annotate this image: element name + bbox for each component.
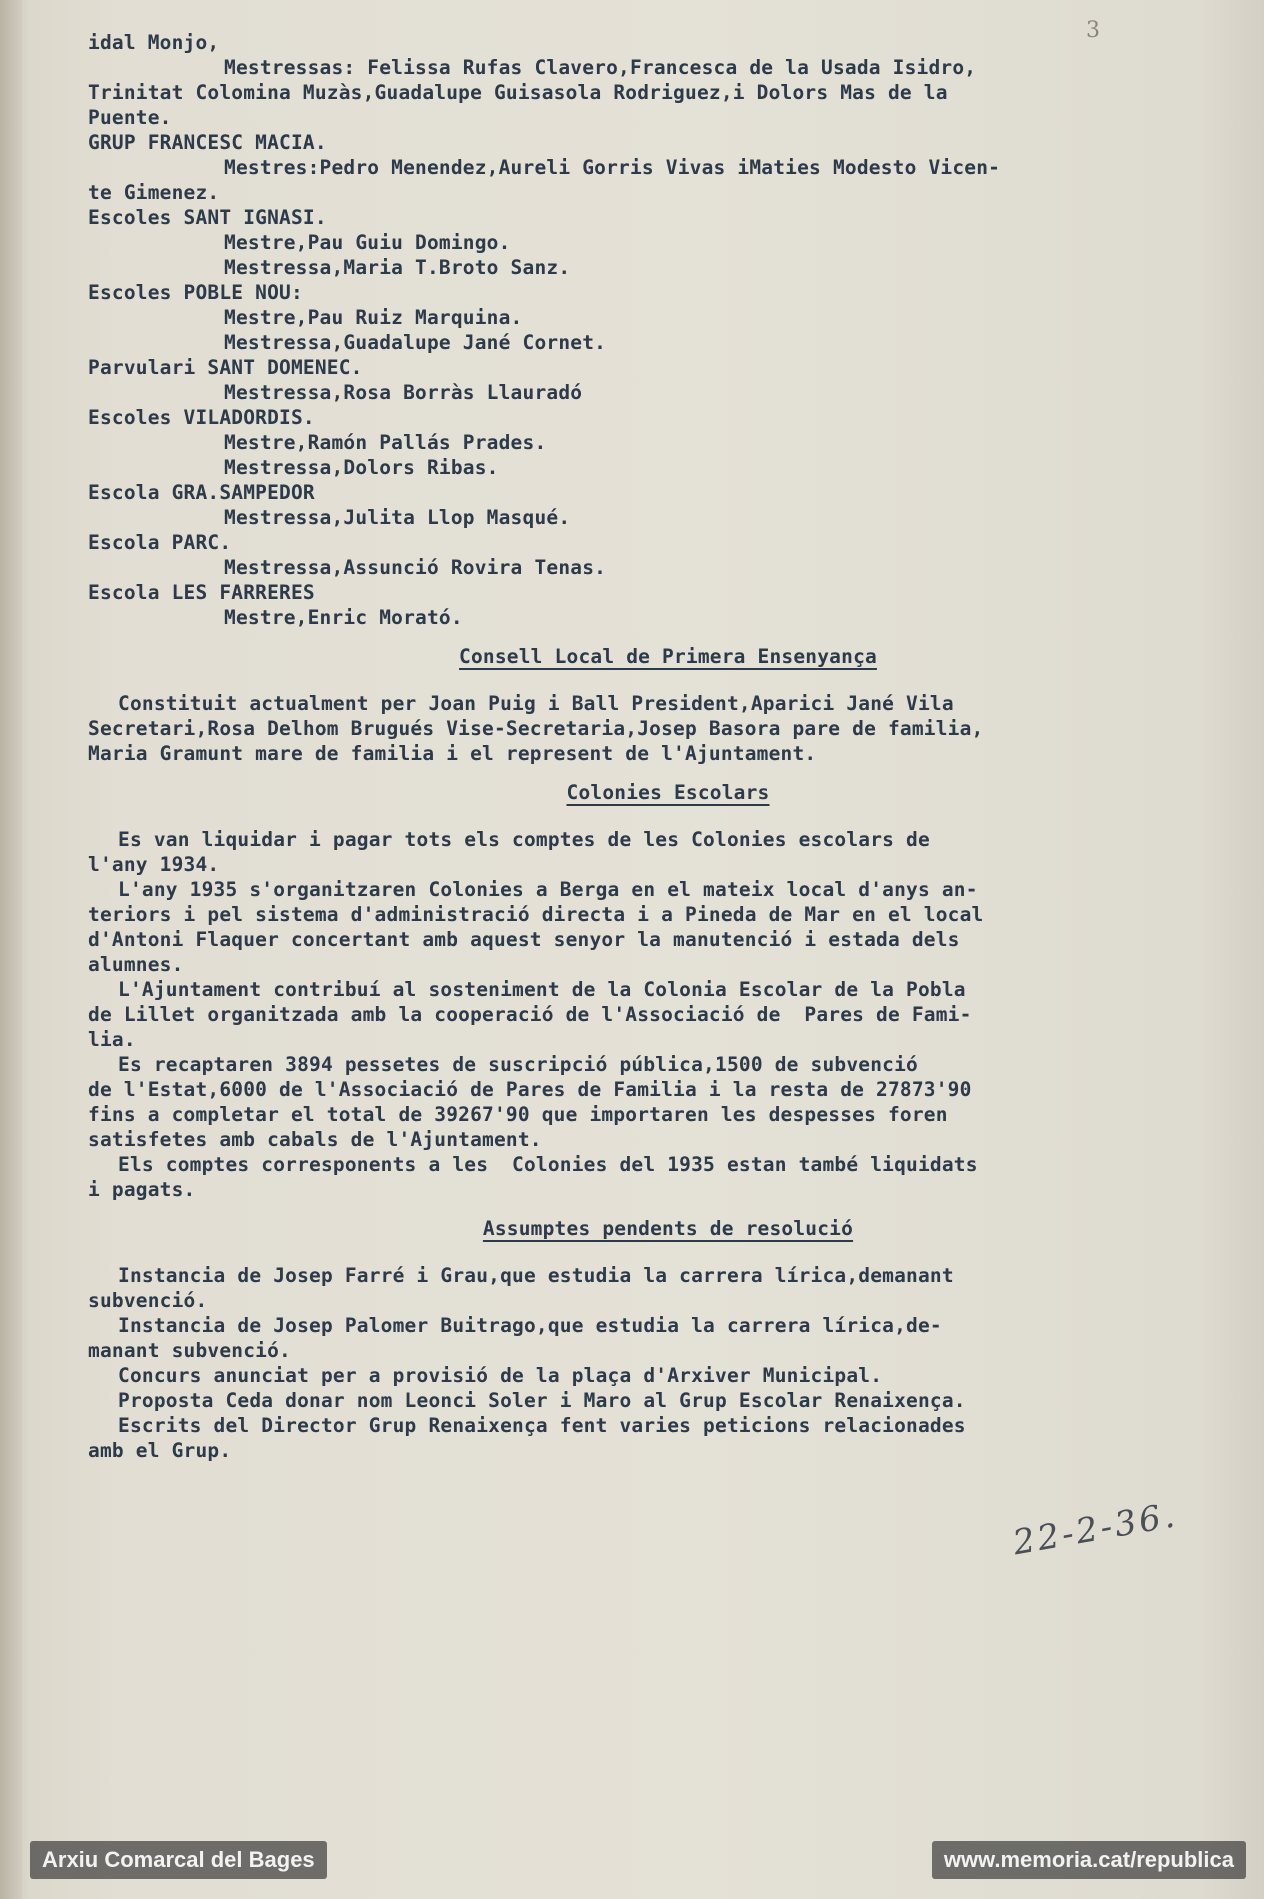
text-line: te Gimenez. [88,181,220,204]
website-watermark: www.memoria.cat/republica [932,1841,1246,1879]
text-line: Escrits del Director Grup Renaixença fent varies peticions relacionades [118,1414,966,1437]
page-number: 3 [1086,18,1100,43]
text-line: Mestressas: Felissa Rufas Clavero,Francesca de la Usada Isidro, [224,56,977,79]
text-line: Mestressa,Rosa Borràs Llauradó [224,381,583,404]
handwritten-date: 22-2-36. [1010,1495,1181,1564]
text-line: Mestressa,Guadalupe Jané Cornet. [224,331,607,354]
text-line: Escola PARC. [88,531,232,554]
text-line: Secretari,Rosa Delhom Brugués Vise-Secretaria,Josep Basora pare de familia, [88,717,984,740]
text-line: Mestressa,Maria T.Broto Sanz. [224,256,571,279]
section-heading: Consell Local de Primera Ensenyança [459,645,877,668]
text-line: Mestressa,Assunció Rovira Tenas. [224,556,607,579]
section-heading-wrap [88,780,1248,807]
text-line: Els comptes corresponents a les Colonies del 1935 estan també liquidats [118,1153,978,1176]
text-line: d'Antoni Flaquer concertant amb aquest senyor la manutenció i estada dels [88,928,960,951]
text-line: Instancia de Josep Palomer Buitrago,que estudia la carrera lírica,de- [118,1314,942,1337]
text-line: Parvulari SANT DOMENEC. [88,356,363,379]
text-line: manant subvenció. [88,1339,291,1362]
text-line: Mestre,Pau Guiu Domingo. [224,231,511,254]
text-line: Instancia de Josep Farré i Grau,que estudia la carrera lírica,demanant [118,1264,954,1287]
text-line: Mestressa,Julita Llop Masqué. [224,506,571,529]
text-line: GRUP FRANCESC MACIA. [88,131,327,154]
text-line: Proposta Ceda donar nom Leonci Soler i Maro al Grup Escolar Renaixença. [118,1389,966,1412]
text-line: i pagats. [88,1178,196,1201]
text-line: Maria Gramunt mare de familia i el represent de l'Ajuntament. [88,742,817,765]
text-line: fins a completar el total de 39267'90 que importaren les despesses foren [88,1103,948,1126]
text-line: Concurs anunciat per a provisió de la plaça d'Arxiver Municipal. [118,1364,883,1387]
text-line: L'any 1935 s'organitzaren Colonies a Berga en el mateix local d'anys an- [118,878,978,901]
text-line: lia. [88,1028,136,1051]
text-line: teriors i pel sistema d'administració directa i a Pineda de Mar en el local [88,903,984,926]
text-line: Constituit actualment per Joan Puig i Ball President,Aparici Jané Vila [118,692,954,715]
text-line: l'any 1934. [88,853,220,876]
archive-watermark: Arxiu Comarcal del Bages [30,1841,327,1879]
text-line: de Lillet organitzada amb la cooperació de l'Associació de Pares de Fami- [88,1003,972,1026]
text-line: Escoles SANT IGNASI. [88,206,327,229]
text-line: Escoles VILADORDIS. [88,406,315,429]
text-line: Mestre,Pau Ruiz Marquina. [224,306,523,329]
section-heading-wrap [88,1216,1248,1243]
text-line: subvenció. [88,1289,208,1312]
text-line: Puente. [88,106,172,129]
text-line: Escola GRA.SAMPEDOR [88,481,315,504]
text-line: Mestres:Pedro Menendez,Aureli Gorris Vivas iMaties Modesto Vicen- [224,156,1001,179]
text-line: de l'Estat,6000 de l'Associació de Pares de Familia i la resta de 27873'90 [88,1078,972,1101]
page-edge [0,0,22,1899]
text-line: Escoles POBLE NOU: [88,281,303,304]
text-line: Es recaptaren 3894 pessetes de suscripció pública,1500 de subvenció [118,1053,918,1076]
text-line: L'Ajuntament contribuí al sosteniment de la Colonia Escolar de la Pobla [118,978,966,1001]
text-line: amb el Grup. [88,1439,232,1462]
text-line: Es van liquidar i pagar tots els comptes de les Colonies escolars de [118,828,930,851]
typed-text-body [88,30,1248,1463]
text-line: Mestre,Enric Morató. [224,606,463,629]
section-heading: Assumptes pendents de resolució [482,1217,854,1240]
text-line: Escola LES FARRERES [88,581,315,604]
section-heading-wrap [88,644,1248,671]
text-line: satisfetes amb cabals de l'Ajuntament. [88,1128,542,1151]
text-line: Mestressa,Dolors Ribas. [224,456,499,479]
text-line: alumnes. [88,953,184,976]
text-line: idal Monjo, [88,31,220,54]
text-line: Trinitat Colomina Muzàs,Guadalupe Guisasola Rodriguez,i Dolors Mas de la [88,81,948,104]
text-line: Mestre,Ramón Pallás Prades. [224,431,547,454]
section-heading: Colonies Escolars [566,781,770,804]
